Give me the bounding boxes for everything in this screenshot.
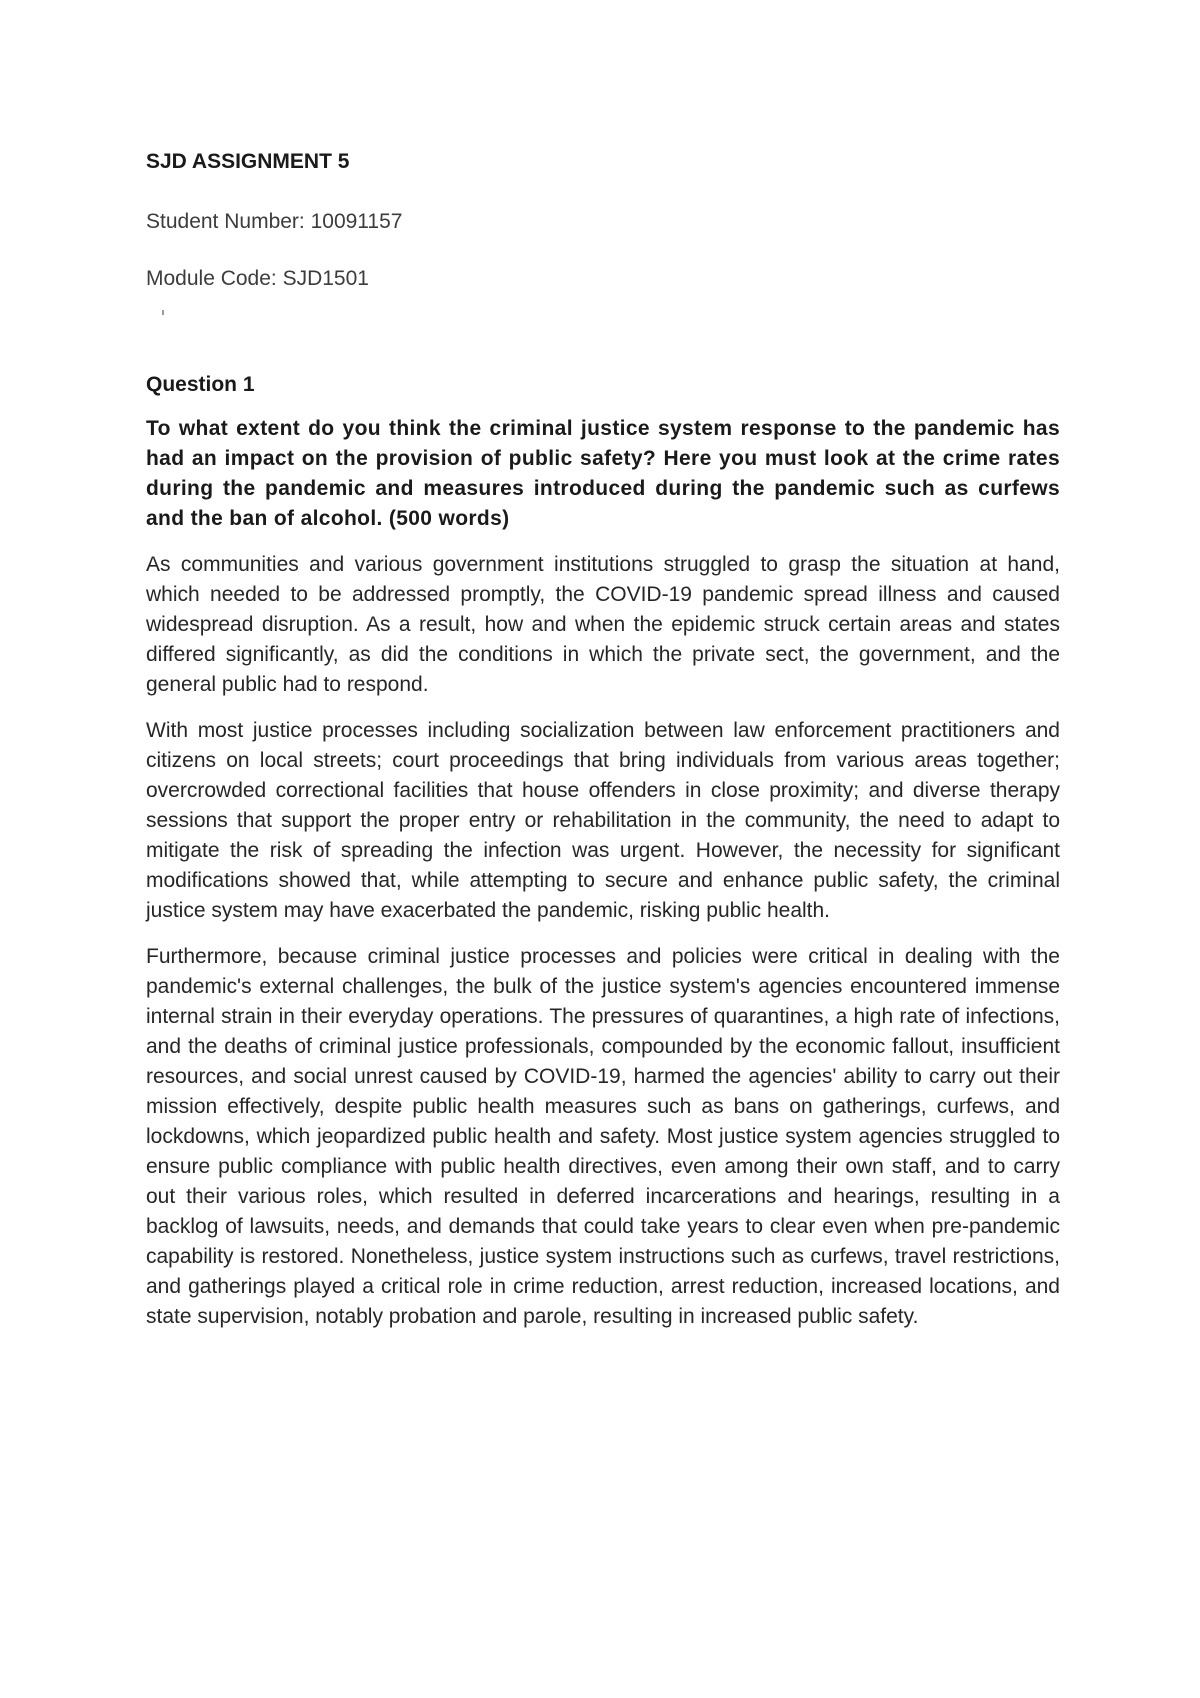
body-paragraph: Furthermore, because criminal justice processes and policies were critical in dealing with the pandemic's external challenges, the bulk of the justice system's agencies encountered immense internal strain in their everyday operations. The pressures of quarantines, a high rate of infections, and the deaths of criminal justice professionals, compounded by the economic fallout, insufficient resources, and social unrest caused by COVID-19, harmed the agencies' ability to carry out their mission effectively, despite public health measures such as bans on gatherings, curfews, and lockdowns, which jeopardized public health and safety. Most justice system agencies struggled to ensure public compliance with public health directives, even among their own staff, and to carry out their various roles, which resulted in deferred incarcerations and hearings, resulting in a backlog of lawsuits, needs, and demands that could take years to clear even when pre-pandemic capability is restored. Nonetheless, justice system instructions such as curfews, travel restrictions, and gatherings played a critical role in crime reduction, arrest reduction, increased locations, and state supervision, notably probation and parole, resulting in increased public safety. [146, 945, 1060, 1328]
stray-mark [162, 310, 164, 315]
student-number: Student Number: 10091157 [146, 210, 403, 233]
document-title: SJD ASSIGNMENT 5 [146, 150, 350, 173]
body-paragraph: With most justice processes including socialization between law enforcement practitioners and citizens on local streets; court proceedings that bring individuals from various areas together; overcrowded correctional facilities that house offenders in close proximity; and diverse therapy sessions that support the proper entry or rehabilitation in the community, the need to adapt to mitigate the risk of spreading the infection was urgent. However, the necessity for significant modifications showed that, while attempting to secure and enhance public safety, the criminal justice system may have exacerbated the pandemic, risking public health. [146, 719, 1060, 922]
question-heading: Question 1 [146, 373, 255, 396]
body-paragraph: As communities and various government institutions struggled to grasp the situation at hand, which needed to be addressed promptly, the COVID-19 pandemic spread illness and caused widespread disruption. As a result, how and when the epidemic struck certain areas and states differed significantly, as did the conditions in which the private sect, the government, and the general public had to respond. [146, 553, 1060, 696]
module-code: Module Code: SJD1501 [146, 267, 369, 290]
question-prompt: To what extent do you think the criminal justice system response to the pandemic has had an impact on the provision of public safety? Here you must look at the crime rates during the pandemic and measures introduced during the pandemic such as curfews and the ban of alcohol. (500 words) [146, 417, 1060, 530]
document-page [146, 140, 1060, 1332]
